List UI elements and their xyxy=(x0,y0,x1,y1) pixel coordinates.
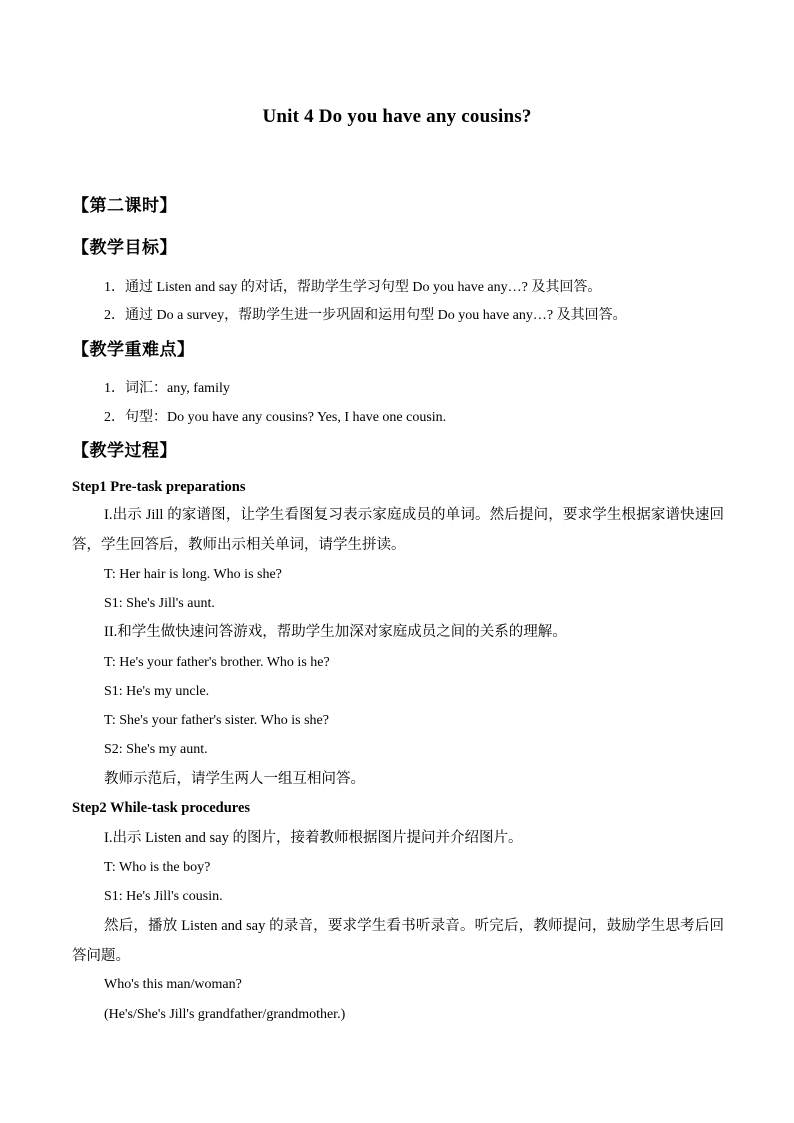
step1-paragraph-3: 教师示范后，请学生两人一组互相问答。 xyxy=(104,771,365,787)
key-point-item-2: 2．句型：Do you have any cousins? Yes, I have one cousin. xyxy=(104,410,447,425)
step1-dialog-line-3: T: He's your father's brother. Who is he? xyxy=(104,655,330,670)
objectives-heading: 【教学目标】 xyxy=(72,238,177,258)
key-point-item-1: 1．词汇：any, family xyxy=(104,381,230,396)
step1-dialog-line-1: T: Her hair is long. Who is she? xyxy=(104,567,282,582)
step1-dialog-line-2: S1: She's Jill's aunt. xyxy=(104,596,215,611)
step1-paragraph-1: I.出示 Jill 的家谱图，让学生看图复习表示家庭成员的单词。然后提问，要求学生根据家谱快速回答，学生回答后，教师出示相关单词，请学生拼读。 xyxy=(72,507,724,553)
key-points-heading: 【教学重难点】 xyxy=(72,340,195,360)
step2-paragraph-1: I.出示 Listen and say 的图片，接着教师根据图片提问并介绍图片。 xyxy=(104,830,523,846)
step1-heading: Step1 Pre-task preparations xyxy=(72,479,246,495)
step1-paragraph-2: II.和学生做快速问答游戏，帮助学生加深对家庭成员之间的关系的理解。 xyxy=(104,624,567,640)
step2-dialog-line-4: (He's/She's Jill's grandfather/grandmother.) xyxy=(104,1007,346,1022)
step1-dialog-line-6: S2: She's my aunt. xyxy=(104,742,208,757)
page-title: Unit 4 Do you have any cousins? xyxy=(262,106,532,127)
process-heading: 【教学过程】 xyxy=(72,441,177,461)
step2-dialog-line-2: S1: He's Jill's cousin. xyxy=(104,889,223,904)
objective-item-2: 2．通过 Do a survey，帮助学生进一步巩固和运用句型 Do you have any…? 及其回答。 xyxy=(104,308,627,323)
step2-dialog-line-3: Who's this man/woman? xyxy=(104,977,242,992)
step1-dialog-line-4: S1: He's my uncle. xyxy=(104,684,210,699)
step2-paragraph-2: 然后，播放 Listen and say 的录音，要求学生看书听录音。听完后，教师提问，鼓励学生思考后回答问题。 xyxy=(72,918,724,964)
step2-heading: Step2 While-task procedures xyxy=(72,800,251,816)
step1-dialog-line-5: T: She's your father's sister. Who is she? xyxy=(104,713,329,728)
objective-item-1: 1．通过 Listen and say 的对话，帮助学生学习句型 Do you have any…? 及其回答。 xyxy=(104,280,602,295)
lesson-heading: 【第二课时】 xyxy=(72,196,177,216)
step2-dialog-line-1: T: Who is the boy? xyxy=(104,860,211,875)
